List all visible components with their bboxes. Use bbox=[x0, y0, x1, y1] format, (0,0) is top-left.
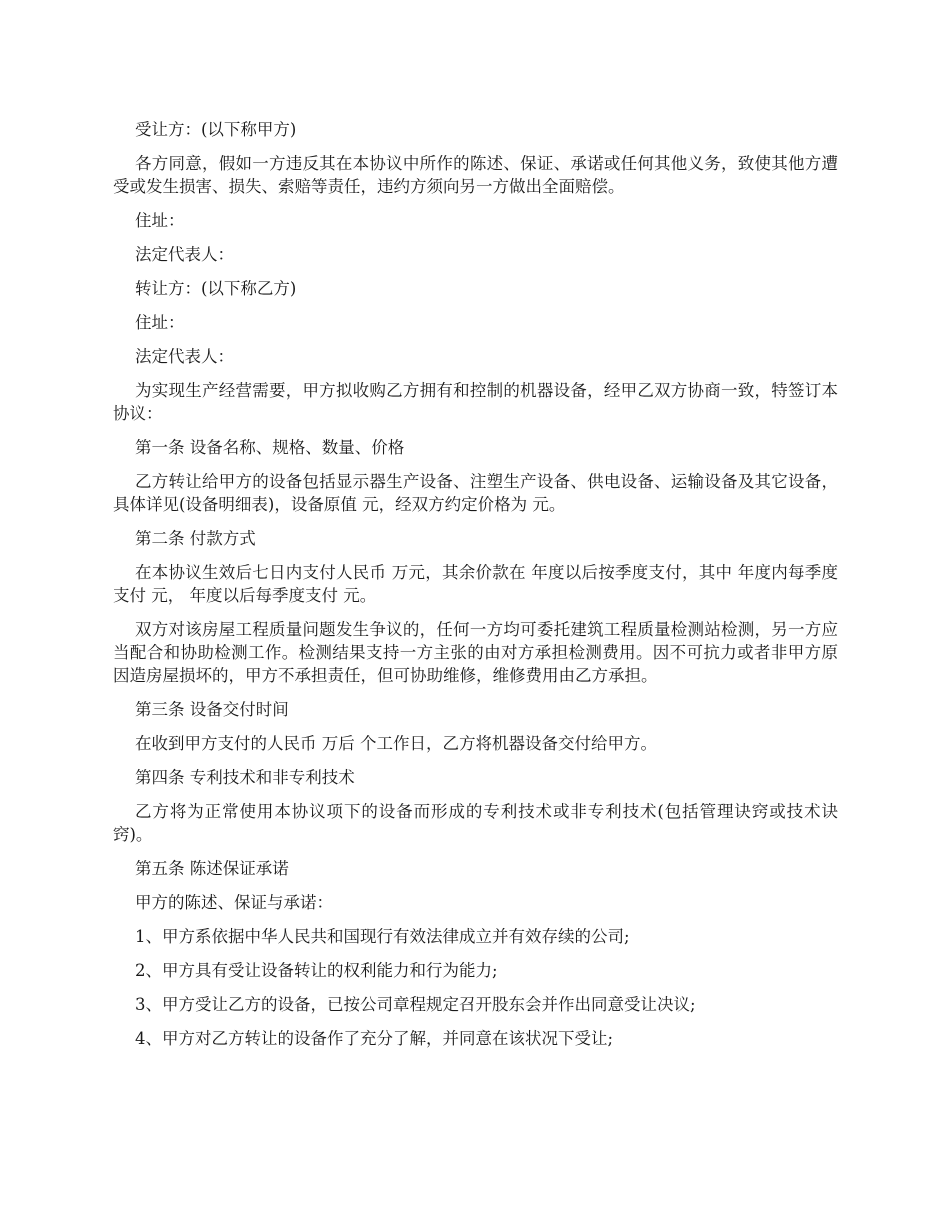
representation-item-1: 1、甲方系依据中华人民共和国现行有效法律成立并有效存续的公司; bbox=[135, 927, 630, 946]
party-b-heading: 转让方：(以下称乙方) bbox=[135, 279, 297, 298]
document-page bbox=[113, 118, 838, 1061]
representation-item-3: 3、甲方受让乙方的设备，已按公司章程规定召开股东会并作出同意受让决议; bbox=[135, 995, 696, 1014]
indemnity-clause: 各方同意，假如一方违反其在本协议中所作的陈述、保证、承诺或任何其他义务，致使其他方遭受或发生损害、损失、索赔等责任，违约方须向另一方做出全面赔偿。 bbox=[113, 154, 838, 196]
party-a-representations-heading: 甲方的陈述、保证与承诺： bbox=[135, 893, 333, 912]
party-a-address: 住址： bbox=[135, 211, 185, 230]
quality-dispute-clause: 双方对该房屋工程质量问题发生争议的，任何一方均可委托建筑工程质量检测站检测，另一方应当配合和协助检测工作。检测结果支持一方主张的由对方承担检测费用。因不可抗力或者非甲方原因造房屋损坏的，甲方不承担责任，但可协助维修，维修费用由乙方承担。 bbox=[113, 620, 838, 685]
article-1-body: 乙方转让给甲方的设备包括显示器生产设备、注塑生产设备、供电设备、运输设备及其它设备，具体详见(设备明细表)，设备原值 元，经双方约定价格为 元。 bbox=[113, 472, 838, 514]
article-3-heading: 第三条 设备交付时间 bbox=[135, 700, 289, 719]
preamble: 为实现生产经营需要，甲方拟收购乙方拥有和控制的机器设备，经甲乙双方协商一致，特签订本协议： bbox=[113, 381, 838, 423]
article-2-body: 在本协议生效后七日内支付人民币 万元，其余价款在 年度以后按季度支付，其中 年度内每季度支付 元， 年度以后每季度支付 元。 bbox=[113, 563, 838, 605]
representation-item-4: 4、甲方对乙方转让的设备作了充分了解，并同意在该状况下受让; bbox=[135, 1029, 614, 1048]
article-4-heading: 第四条 专利技术和非专利技术 bbox=[135, 768, 355, 787]
party-b-address: 住址： bbox=[135, 313, 185, 332]
article-3-body: 在收到甲方支付的人民币 万后 个工作日，乙方将机器设备交付给甲方。 bbox=[135, 734, 657, 753]
article-1-heading: 第一条 设备名称、规格、数量、价格 bbox=[135, 438, 405, 457]
article-4-body: 乙方将为正常使用本协议项下的设备而形成的专利技术或非专利技术(包括管理诀窍或技术诀窍)。 bbox=[113, 802, 838, 844]
article-5-heading: 第五条 陈述保证承诺 bbox=[135, 859, 289, 878]
party-b-legal-rep: 法定代表人： bbox=[135, 347, 234, 366]
article-2-heading: 第二条 付款方式 bbox=[135, 529, 256, 548]
representation-item-2: 2、甲方具有受让设备转让的权利能力和行为能力; bbox=[135, 961, 498, 980]
party-a-heading: 受让方：(以下称甲方) bbox=[135, 120, 297, 139]
party-a-legal-rep: 法定代表人： bbox=[135, 245, 234, 264]
